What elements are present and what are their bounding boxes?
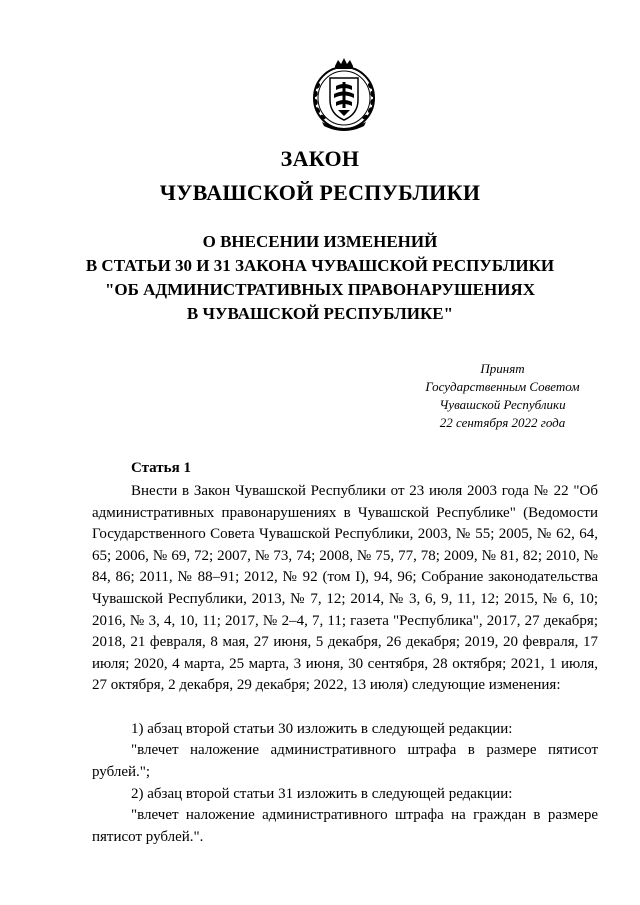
amendment-item-1-text: 1) абзац второй статьи 30 изложить в следующей редакции: bbox=[131, 721, 513, 737]
law-title-line2: ЧУВАШСКОЙ РЕСПУБЛИКИ bbox=[159, 180, 481, 205]
amendment-item-2-text: 2) абзац второй статьи 31 изложить в следующей редакции: bbox=[131, 786, 513, 802]
law-subtitle-line4: В ЧУВАШСКОЙ РЕСПУБЛИКЕ" bbox=[186, 304, 454, 323]
amendment-quote-2 bbox=[92, 805, 598, 848]
amendment-quote-1 bbox=[92, 740, 598, 783]
adoption-line2: Государственным Советом bbox=[425, 379, 580, 394]
article-paragraph-text: Внести в Закон Чувашской Республики от 23 июля 2003 года № 22 "Об административных правонарушениях в Чувашской Республике" (Ведомости Государственного Совета Чувашской Республики, 2003, № 55; 2005, № 62, 64, 65; 2006, № 69, 72; 2007, № 73, 74; 2008, № 75, 77, 78; 2009, № 81, 82; 2010, № 84, 86; 2011, № 88–91; 2012, № 92 (том I), 94, 96; Собрание законодательства Чувашской Республики, 2013, № 7, 12; 2014, № 3, 6, 9, 11, 12; 2015, № 6, 10; 2016, № 3, 4, 10, 11; 2017, № 2–4, 7, 11; газета "Республика", 2017, 27 декабря; 2018, 21 февраля, 8 мая, 27 июня, 5 декабря, 26 декабря; 2019, 20 февраля, 17 июля; 2020, 4 марта, 25 марта, 3 июня, 30 сентября, 28 октября; 2021, 1 июля, 27 октября, 2 декабря, 29 декабря; 2022, 13 июля) следующие изменения: bbox=[92, 483, 598, 694]
adoption-line3: Чувашской Республики bbox=[439, 397, 566, 412]
adoption-note bbox=[400, 360, 605, 432]
amendment-quote-2-text: "влечет наложение административного штрафа на граждан в размере пятисот рублей.". bbox=[92, 807, 598, 845]
amendment-quote-1-text: "влечет наложение административного штрафа в размере пятисот рублей."; bbox=[92, 742, 598, 780]
article-heading: Статья 1 bbox=[131, 460, 191, 476]
law-subtitle-line3: "ОБ АДМИНИСТРАТИВНЫХ ПРАВОНАРУШЕНИЯХ bbox=[104, 280, 535, 299]
amendment-item-2 bbox=[92, 784, 598, 806]
amendment-item-1 bbox=[92, 719, 598, 741]
law-subtitle-line2: В СТАТЬИ 30 И 31 ЗАКОНА ЧУВАШСКОЙ РЕСПУБЛИКИ bbox=[85, 256, 555, 275]
law-title-line1: ЗАКОН bbox=[280, 146, 360, 171]
adoption-line1: Принят bbox=[480, 361, 525, 376]
law-subtitle-line1: О ВНЕСЕНИИ ИЗМЕНЕНИЙ bbox=[202, 232, 438, 251]
coat-of-arms-emblem bbox=[308, 56, 380, 134]
adoption-date: 22 сентября 2022 года bbox=[439, 415, 566, 430]
article-main-paragraph bbox=[92, 481, 598, 697]
